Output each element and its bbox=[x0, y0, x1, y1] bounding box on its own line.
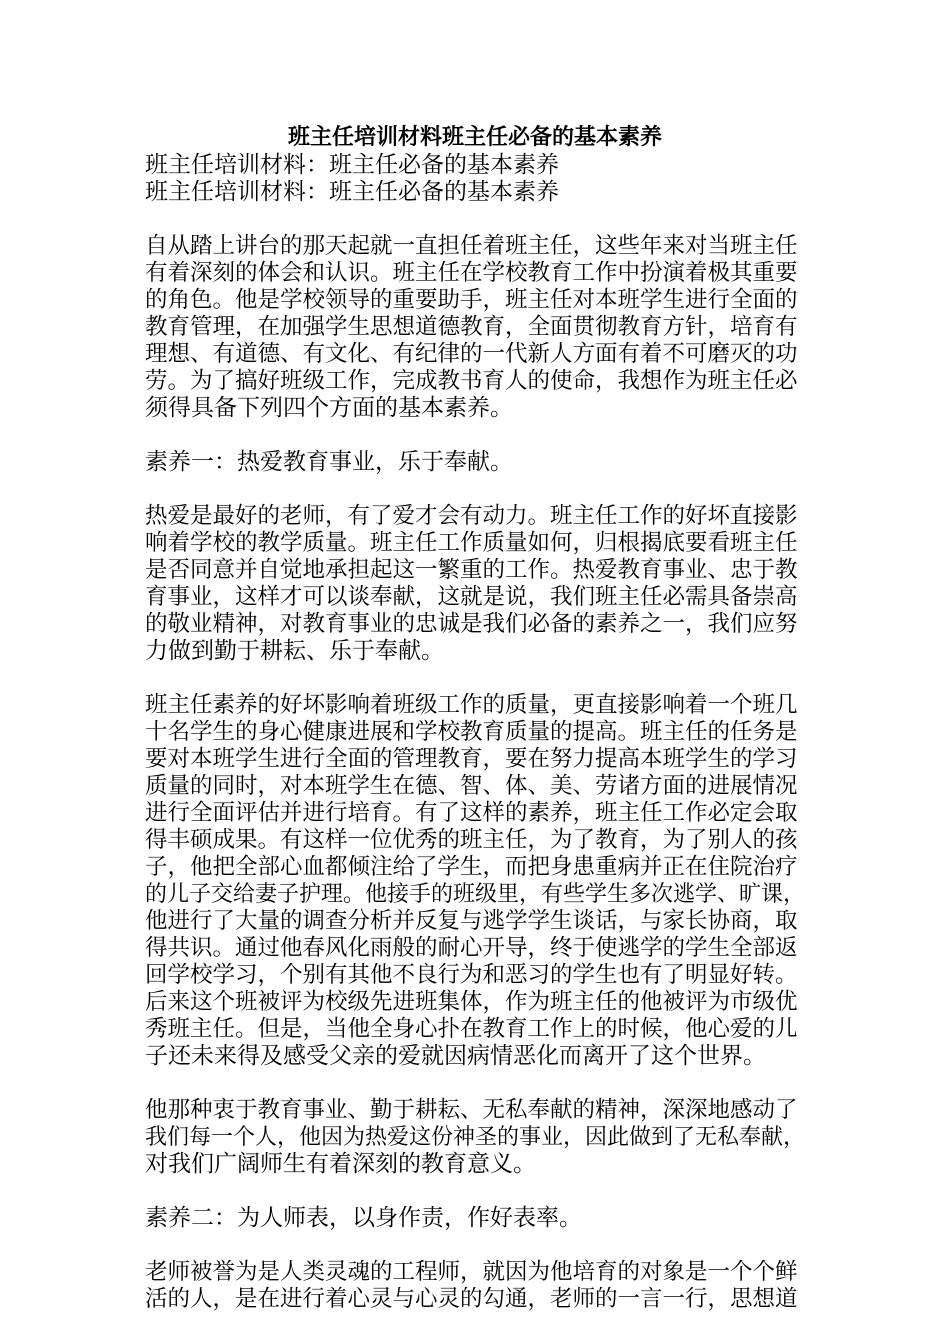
text-line: 回学校学习，个别有其他不良行为和恶习的学生也有了明显好转。 bbox=[145, 962, 798, 988]
text-line: 自从踏上讲台的那天起就一直担任着班主任，这些年来对当班主任 bbox=[145, 233, 798, 259]
document-title: 班主任培训材料班主任必备的基本素养 bbox=[287, 124, 662, 150]
text-line: 得共识。通过他春风化雨般的耐心开导，终于使逃学的学生全部返 bbox=[145, 935, 798, 961]
text-line: 十名学生的身心健康进展和学校教育质量的提高。班主任的任务是 bbox=[145, 719, 798, 745]
text-line: 老师被誉为是人类灵魂的工程师，就因为他培育的对象是一个个鲜 bbox=[145, 1259, 798, 1285]
text-line: 子，他把全部心血都倾注给了学生，而把身患重病并正在住院治疗 bbox=[145, 854, 798, 880]
section-heading-1 bbox=[145, 449, 805, 476]
paragraph-love bbox=[145, 503, 805, 665]
text-line: 班主任素养的好坏影响着班级工作的质量，更直接影响着一个班几 bbox=[145, 692, 798, 718]
paragraph-gap bbox=[145, 206, 805, 233]
text-line: 理想、有道德、有文化、有纪律的一代新人方面有着不可磨灭的功 bbox=[145, 341, 798, 367]
subtitle-line: 班主任培训材料：班主任必备的基本素养 bbox=[145, 152, 559, 178]
text-line: 响着学校的教学质量。班主任工作质量如何，归根揭底要看班主任 bbox=[145, 530, 798, 556]
paragraph-gap bbox=[145, 476, 805, 503]
paragraph-gap bbox=[145, 1232, 805, 1259]
text-line: 是否同意并自觉地承担起这一繁重的工作。热爱教育事业、忠于教 bbox=[145, 557, 798, 583]
text-line: 质量的同时，对本班学生在德、智、体、美、劳诸方面的进展情况 bbox=[145, 773, 798, 799]
text-line: 得丰硕成果。有这样一位优秀的班主任，为了教育，为了别人的孩 bbox=[145, 827, 798, 853]
paragraph-gap bbox=[145, 1178, 805, 1205]
paragraph-dedication bbox=[145, 1097, 805, 1178]
paragraph-gap bbox=[145, 1070, 805, 1097]
paragraph-teacher bbox=[145, 1259, 805, 1313]
text-line: 进行全面评估并进行培育。有了这样的素养，班主任工作必定会取 bbox=[145, 800, 798, 826]
text-line: 素养二：为人师表，以身作责，作好表率。 bbox=[145, 1205, 582, 1231]
paragraph-intro bbox=[145, 233, 805, 422]
text-line: 教育管理，在加强学生思想道德教育，全面贯彻教育方针，培育有 bbox=[145, 314, 798, 340]
text-line: 素养一：热爱教育事业，乐于奉献。 bbox=[145, 449, 513, 475]
text-line: 后来这个班被评为校级先进班集体，作为班主任的他被评为市级优 bbox=[145, 989, 798, 1015]
paragraph-gap bbox=[145, 665, 805, 692]
text-line: 他进行了大量的调查分析并反复与逃学学生谈话，与家长协商，取 bbox=[145, 908, 798, 934]
section-heading-2 bbox=[145, 1205, 805, 1232]
text-line: 的敬业精神，对教育事业的忠诚是我们必备的素养之一，我们应努 bbox=[145, 611, 798, 637]
text-line: 劳。为了搞好班级工作，完成教书育人的使命，我想作为班主任必 bbox=[145, 368, 798, 394]
text-line: 子还未来得及感受父亲的爱就因病情恶化而离开了这个世界。 bbox=[145, 1043, 766, 1069]
text-line: 秀班主任。但是，当他全身心扑在教育工作上的时候，他心爱的儿 bbox=[145, 1016, 798, 1042]
text-line: 须得具备下列四个方面的基本素养。 bbox=[145, 395, 513, 421]
text-line: 的儿子交给妻子护理。他接手的班级里，有些学生多次逃学、旷课， bbox=[145, 882, 806, 907]
text-line: 的角色。他是学校领导的重要助手，班主任对本班学生进行全面的 bbox=[145, 287, 798, 313]
text-line: 育事业，这样才可以谈奉献，这就是说，我们班主任必需具备崇高 bbox=[145, 584, 798, 610]
text-line: 有着深刻的体会和认识。班主任在学校教育工作中扮演着极其重要 bbox=[145, 260, 798, 286]
text-line: 热爱是最好的老师，有了爱才会有动力。班主任工作的好坏直接影 bbox=[145, 503, 798, 529]
text-line: 力做到勤于耕耘、乐于奉献。 bbox=[145, 638, 444, 664]
subtitle-line: 班主任培训材料：班主任必备的基本素养 bbox=[145, 179, 559, 205]
paragraph-gap bbox=[145, 422, 805, 449]
text-line: 我们每一个人，他因为热爱这份神圣的事业，因此做到了无私奉献， bbox=[145, 1125, 806, 1150]
text-line: 对我们广阔师生有着深刻的教育意义。 bbox=[145, 1151, 536, 1177]
text-line: 要对本班学生进行全面的管理教育，要在努力提高本班学生的学习 bbox=[145, 746, 798, 772]
text-line: 他那种衷于教育事业、勤于耕耘、无私奉献的精神，深深地感动了 bbox=[145, 1097, 798, 1123]
document-body bbox=[145, 152, 805, 1313]
paragraph-example bbox=[145, 692, 805, 1070]
text-line: 活的人，是在进行着心灵与心灵的勾通，老师的一言一行，思想道 bbox=[145, 1286, 798, 1312]
